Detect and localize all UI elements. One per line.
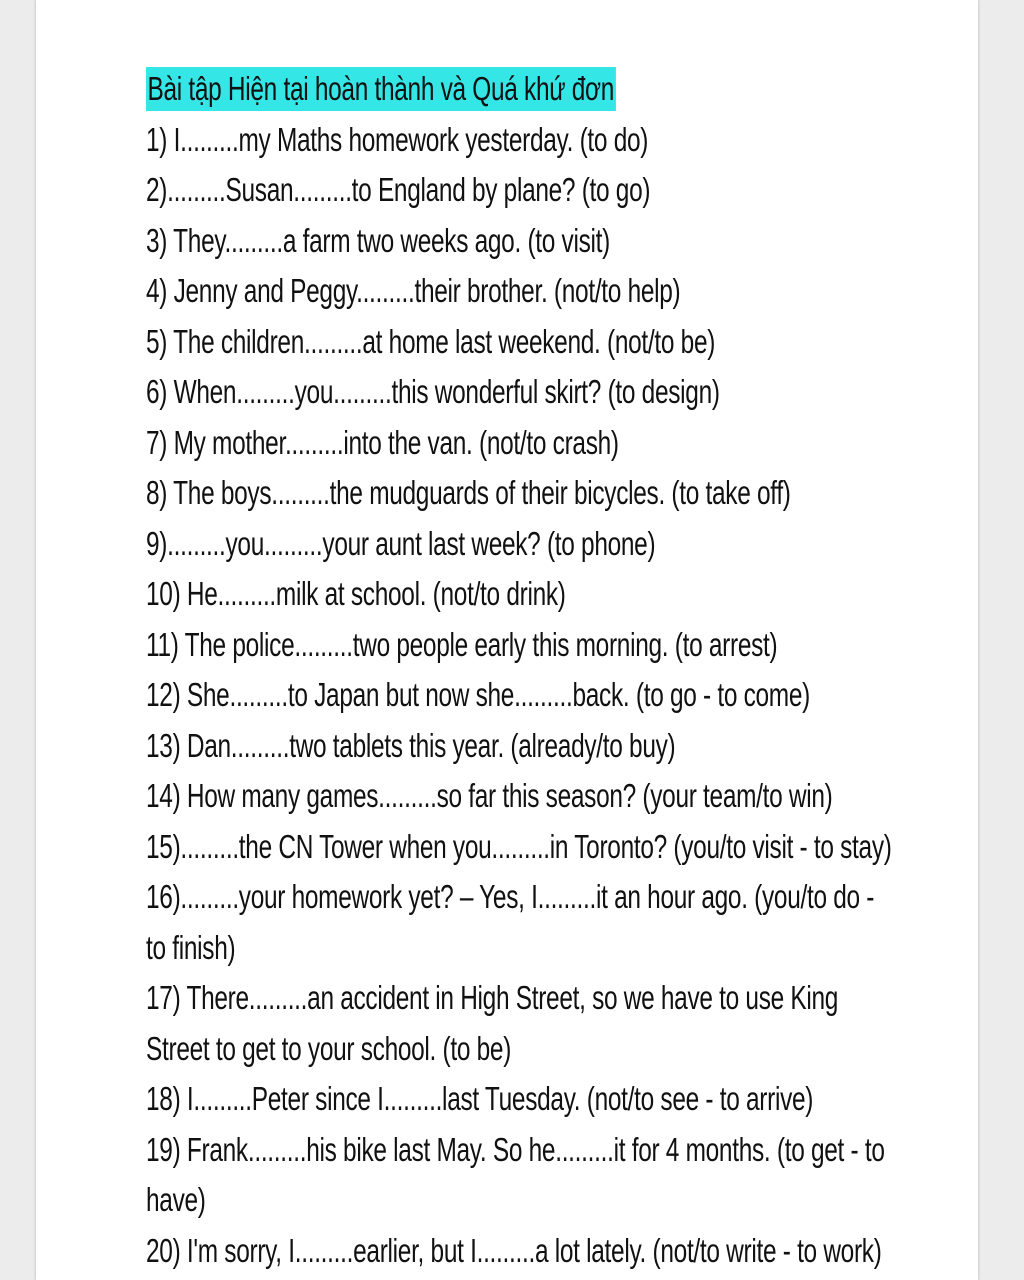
exercise-item-15: 15).........the CN Tower when you.........in Toronto? (you/to visit - to stay) xyxy=(146,827,892,865)
exercise-item-10: 10) He.........milk at school. (not/to drink) xyxy=(146,575,566,612)
exercise-item-8: 8) The boys.........the mudguards of their bicycles. (to take off) xyxy=(146,474,791,511)
exercise-item-3: 3) They.........a farm two weeks ago. (to visit) xyxy=(146,221,610,259)
exercise-item-5: 5) The children.........at home last weekend. (not/to be) xyxy=(146,322,716,360)
exercise-item-14: 14) How many games.........so far this season? (your team/to win) xyxy=(146,777,833,814)
exercise-item-9: 9).........you.........your aunt last week? (to phone) xyxy=(146,524,656,562)
exercise-item-17: 17) There.........an accident in High Street, so we have to use King Street to get to your school. (to be) xyxy=(146,979,839,1067)
exercise-item-12: 12) She.........to Japan but now she.........back. (to go - to come) xyxy=(146,676,810,713)
exercise-item-18: 18) I.........Peter since I.........last Tuesday. (not/to see - to arrive) xyxy=(146,1080,814,1117)
exercise-item-11: 11) The police.........two people early this morning. (to arrest) xyxy=(146,625,778,663)
exercise-item-13: 13) Dan.........two tablets this year. (already/to buy) xyxy=(146,726,676,764)
exercise-item-16: 16).........your homework yet? – Yes, I.........it an hour ago. (you/to do - to finish) xyxy=(146,878,875,966)
document-page xyxy=(36,0,978,1280)
exercise-item-19: 19) Frank.........his bike last May. So he.........it for 4 months. (to get - to have) xyxy=(146,1130,885,1218)
exercise-item-6: 6) When.........you.........this wonderful skirt? (to design) xyxy=(146,373,720,410)
exercise-title: Bài tập Hiện tại hoàn thành và Quá khứ đơn xyxy=(146,67,616,111)
exercise-item-4: 4) Jenny and Peggy.........their brother. (not/to help) xyxy=(146,272,681,309)
exercise-content xyxy=(146,64,893,1276)
exercise-item-20: 20) I'm sorry, I.........earlier, but I.........a lot lately. (not/to write - to work) xyxy=(146,1231,882,1269)
exercise-item-7: 7) My mother.........into the van. (not/to crash) xyxy=(146,423,619,461)
exercise-item-1: 1) I.........my Maths homework yesterday. (to do) xyxy=(146,120,649,158)
exercise-item-2: 2).........Susan.........to England by plane? (to go) xyxy=(146,171,651,208)
